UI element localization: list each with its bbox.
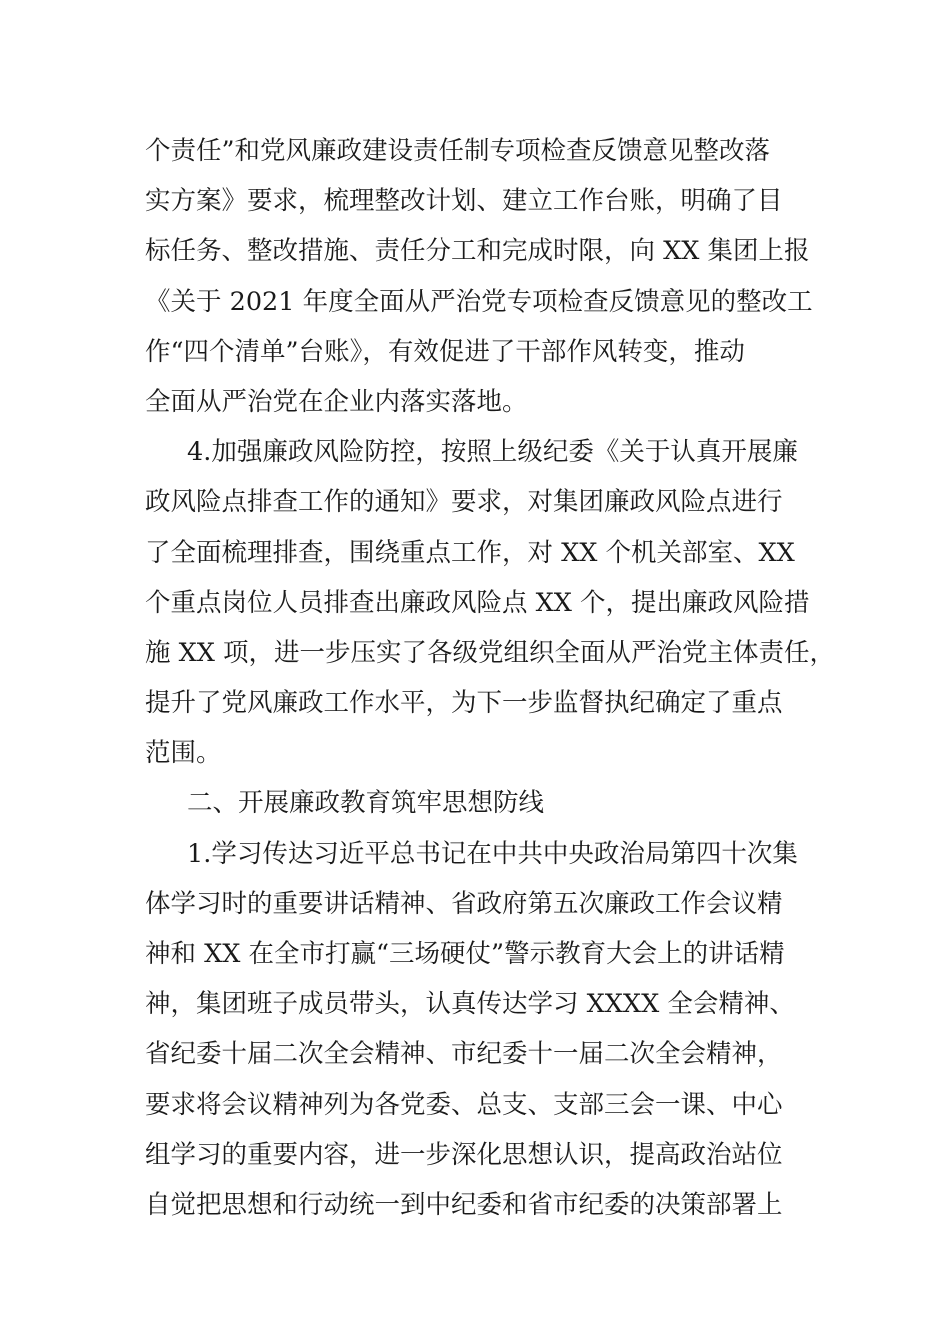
text-line: 提升了党风廉政工作水平，为下一步监督执纪确定了重点 (145, 688, 783, 719)
text-line: 省纪委十届二次全会精神、市纪委十一届二次全会精神， (145, 1039, 783, 1070)
text-line: 个重点岗位人员排查出廉政风险点 XX 个，提出廉政风险措 (145, 587, 810, 618)
text-line: 实方案》要求，梳理整改计划、建立工作台账，明确了目 (145, 186, 783, 217)
text-line: 施 XX 项，进一步压实了各级党组织全面从严治党主体责任， (145, 637, 836, 668)
text-line: 个责任”和党风廉政建设责任制专项检查反馈意见整改落 (145, 136, 771, 166)
text-line: 《关于 2021 年度全面从严治党专项检查反馈意见的整改工 (145, 286, 813, 317)
text-line: 了全面梳理排查，围绕重点工作，对 XX 个机关部室、XX (145, 537, 795, 568)
text-line: 范围。 (145, 738, 222, 769)
text-line: 要求将会议精神列为各党委、总支、支部三会一课、中心 (145, 1089, 783, 1120)
text-line: 组学习的重要内容，进一步深化思想认识，提高政治站位 (145, 1139, 783, 1170)
text-line: 神，集团班子成员带头，认真传达学习 XXXX 全会精神、 (145, 989, 795, 1020)
text-line: 政风险点排查工作的通知》要求，对集团廉政风险点进行 (145, 487, 783, 518)
paragraph-start-line: 1.学习传达习近平总书记在中共中央政治局第四十次集 (187, 838, 798, 869)
document-body (145, 126, 836, 1230)
text-line: 全面从严治党在企业内落实落地。 (145, 386, 528, 417)
text-line: 作“四个清单”台账》，有效促进了干部作风转变，推动 (145, 336, 745, 367)
paragraph-start-line: 4.加强廉政风险防控，按照上级纪委《关于认真开展廉 (187, 437, 798, 468)
text-line: 体学习时的重要讲话精神、省政府第五次廉政工作会议精 (145, 888, 783, 919)
section-heading: 二、开展廉政教育筑牢思想防线 (187, 788, 545, 819)
text-line: 标任务、整改措施、责任分工和完成时限，向 XX 集团上报 (145, 236, 810, 267)
text-line: 神和 XX 在全市打赢“三场硬仗”警示教育大会上的讲话精 (145, 939, 785, 969)
text-line: 自觉把思想和行动统一到中纪委和省市纪委的决策部署上 (145, 1189, 783, 1220)
